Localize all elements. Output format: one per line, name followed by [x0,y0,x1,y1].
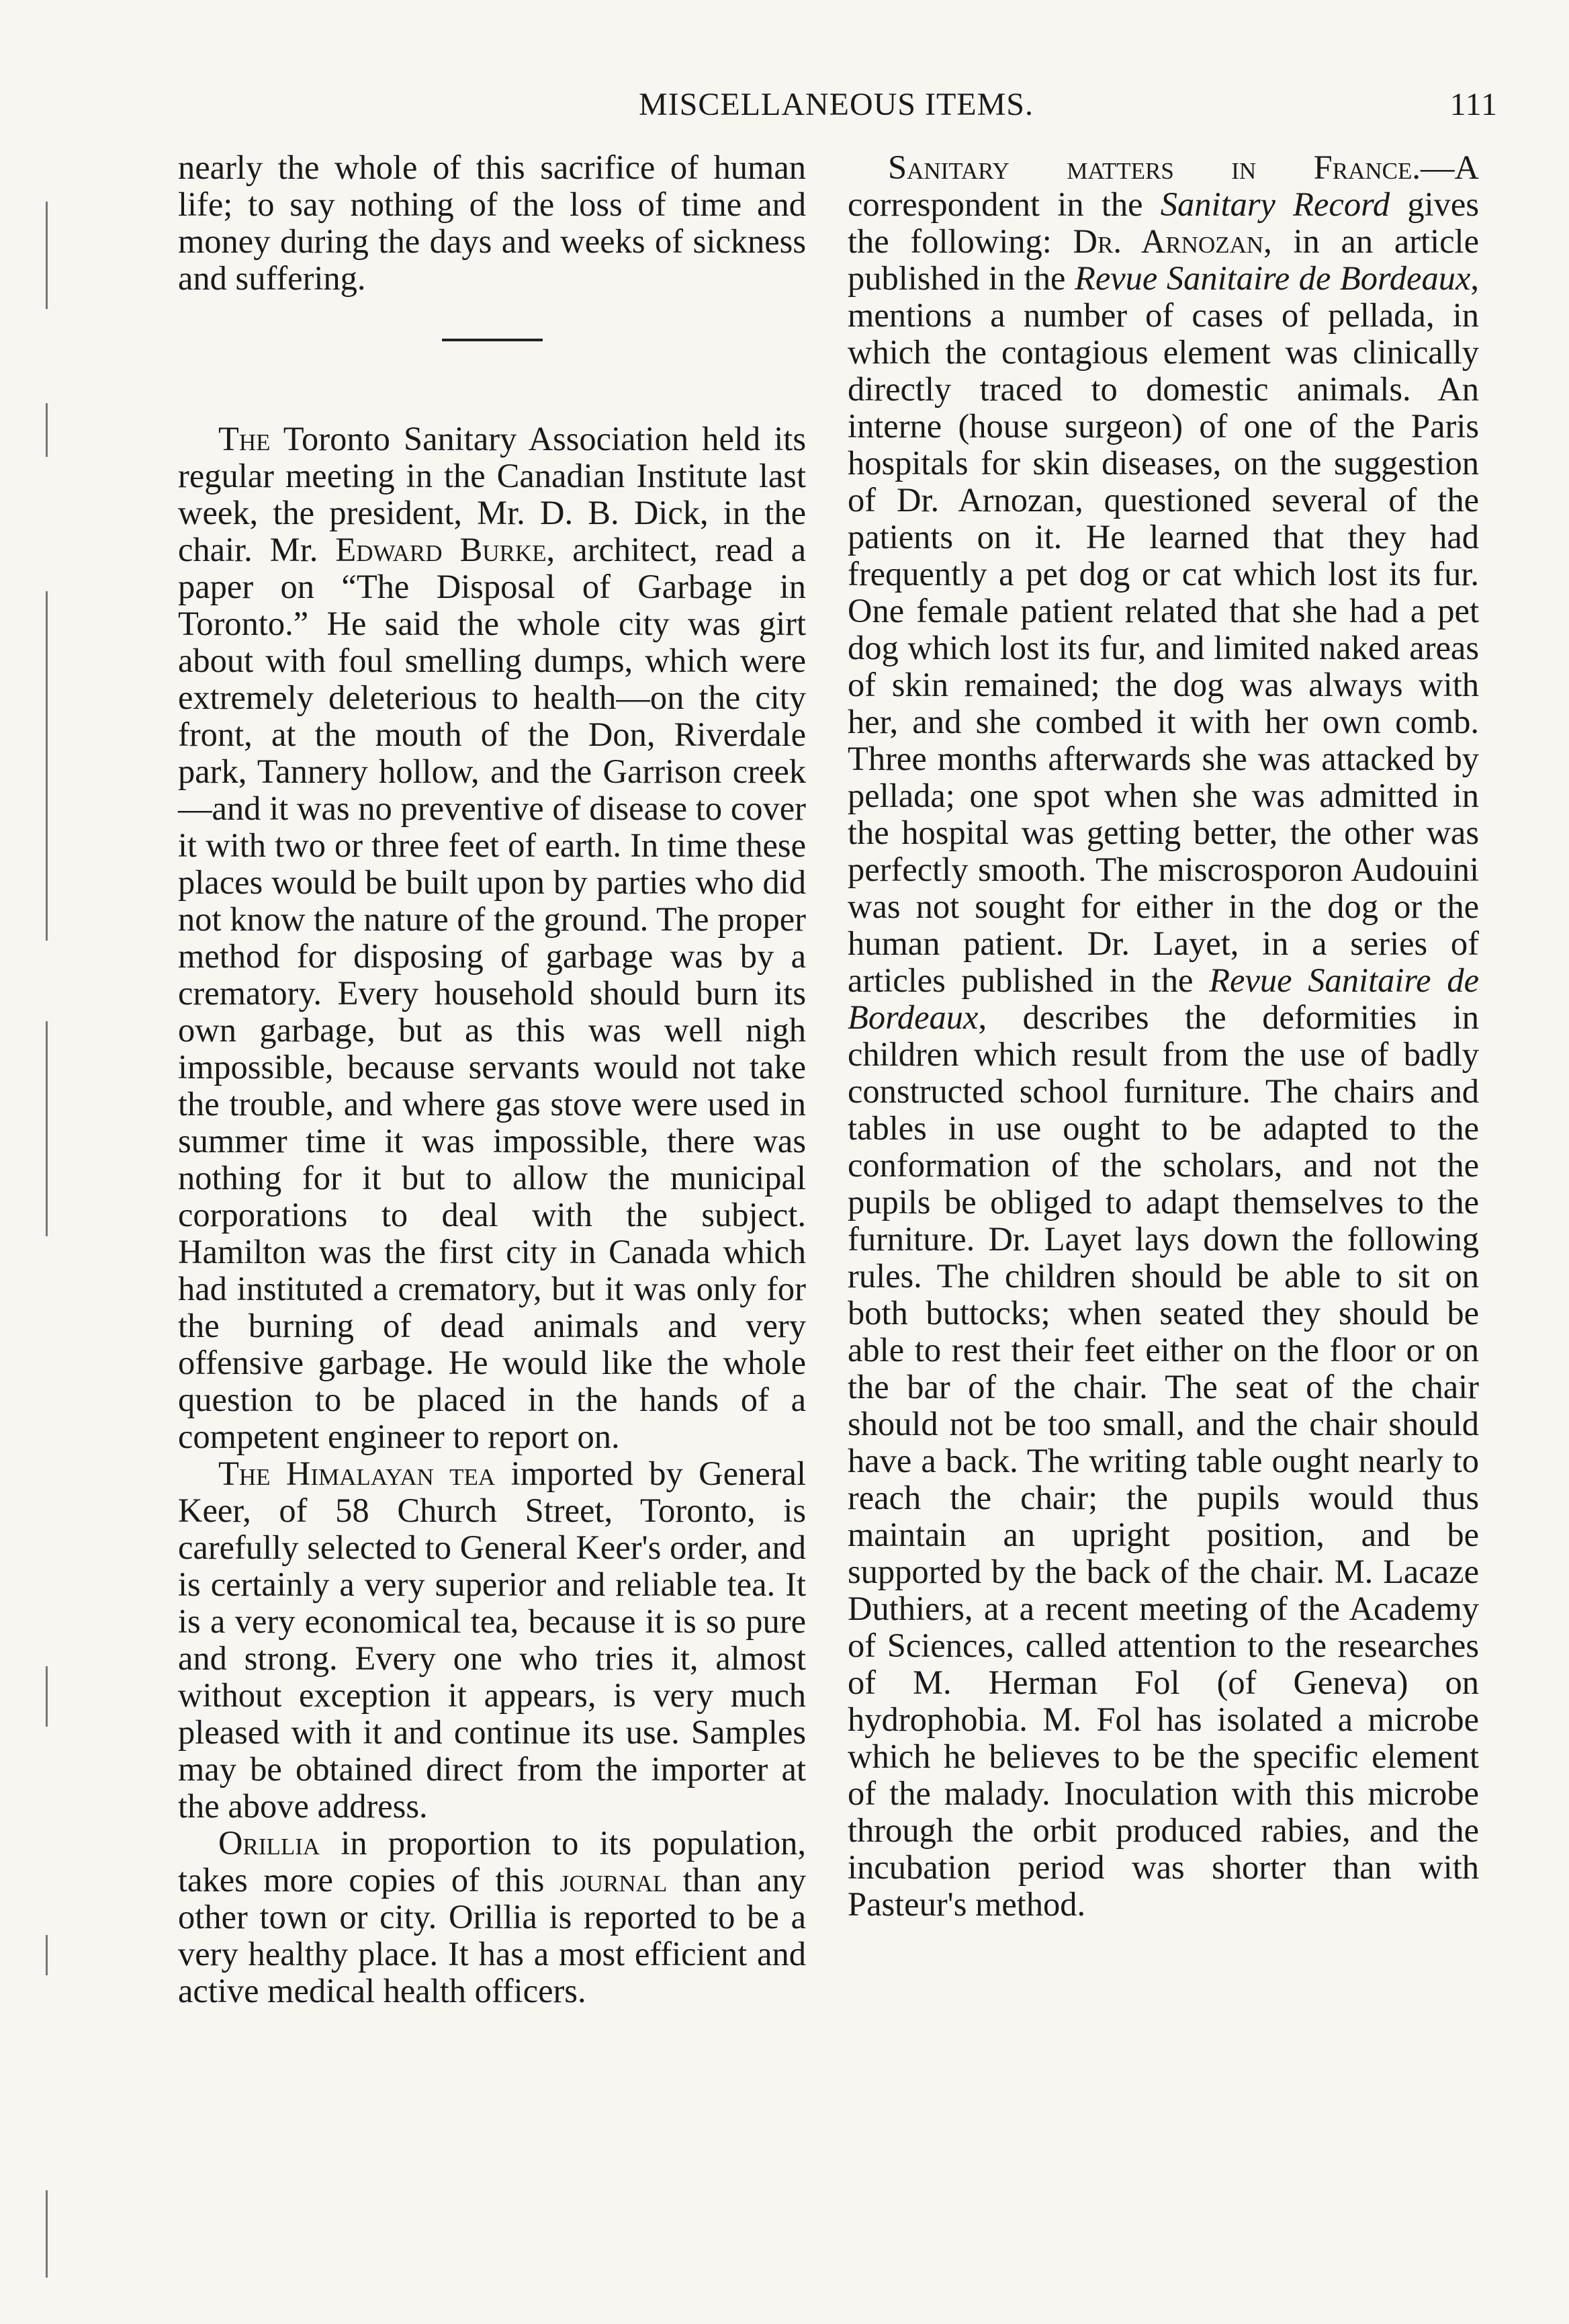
article-lead: The Himalayan tea [218,1455,496,1492]
running-header [175,86,1498,140]
section-divider [442,339,543,341]
speaker-name: Edward Burke [335,531,547,568]
scan-margin-marks [39,121,59,2271]
article-orillia: Orillia in proportion to its population, takes more copies of this journal than any other town or city. Orillia is reported to be a very healthy place. It has a most efficient and active medical health officers. [178,1824,806,2010]
author-name: Dr. Arnozan [1073,222,1264,260]
article-lead: Sanitary matters in France. [888,148,1421,186]
page-title: MISCELLANEOUS ITEMS. [638,87,1034,122]
source-title: Sanitary Record [1160,185,1390,223]
article-toronto-sanitary-association: The Toronto Sanitary Association held its regular meeting in the Canadian Institute last week, the president, Mr. D. B. Dick, in the chair. Mr. Edward Burke, architect, read a paper on “The Disposal of Garbage in Toronto.” He said the whole city was girt about with foul smelling dumps, which were extremely deleterious to health—on the city front, at the mouth of the Don, Riverdale park, Tannery hollow, and the Garrison creek —and it was no preventive of disease to cover it with two or three feet of earth. In time these places would be built upon by parties who did not know the nature of the ground. The proper method for disposing of garbage was by a crematory. Every household should burn its own garbage, but as this was well nigh impossible, because servants would not take the trouble, and where gas stove were used in summer time it was impossible, there was nothing for it but to allow the municipal corporations to deal with the subject. Hamilton was the first city in Canada which had instituted a crematory, but it was only for the burning of dead animals and very offensive garbage. He would like the whole question to be placed in the hands of a competent engineer to report on. [178,420,806,1455]
continued-paragraph: nearly the whole of this sacrifice of human life; to say nothing of the loss of time and money during the days and weeks of sickness and suffering. [178,148,806,297]
source-title: Revue Sanitaire de Bordeaux [1075,259,1471,297]
page-number: 111 [1449,87,1498,122]
article-himalayan-tea: The Himalayan tea imported by General Keer, of 58 Church Street, Toronto, is carefully selected to General Keer's order, and is certainly a very superior and reliable tea. It is a very economical tea, because it is so pure and strong. Every one who tries it, almost without exception it appears, is very much pleased with it and continue its use. Samples may be obtained direct from the importer at the above address. [178,1455,806,1825]
article-lead: Orillia [218,1824,320,1862]
left-column [178,149,806,2010]
article-sanitary-matters-france: Sanitary matters in France.—A correspondent in the Sanitary Record gives the following: Dr. Arnozan, in an article published in the Revue Sanitaire de Bordeaux, mentions a number of cases of pellada, in which the contagious element was clinically directly traced to domestic animals. An interne (house surgeon) of one of the Paris hospitals for skin diseases, on the suggestion of Dr. Arnozan, questioned several of the patients on it. He learned that they had frequently a pet dog or cat which lost its fur. One female patient related that she had a pet dog which lost its fur, and limited naked areas of skin remained; the dog was always with her, and she combed it with her own comb. Three months afterwards she was attacked by pellada; one spot when she was admitted in the hospital was getting better, the other was perfectly smooth. The miscrosporon Audouini was not sought for either in the dog or the human patient. Dr. Layet, in a series of articles published in the Revue Sanitaire de Bordeaux, describes the deformities in children which result from the use of badly constructed school furniture. The chairs and tables in use ought to be adapted to the conformation of the scholars, and not the pupils be obliged to adapt themselves to the furniture. Dr. Layet lays down the following rules. The children should be able to sit on both buttocks; when seated they should be able to rest their feet either on the floor or on the bar of the chair. The seat of the chair should not be too small, and the chair should have a back. The writing table ought nearly to reach the chair; the pupils would thus maintain an upright position, and be supported by the back of the chair. M. Lacaze Duthiers, at a recent meeting of the Academy of Sciences, called attention to the researches of M. Herman Fol (of Geneva) on hydrophobia. M. Fol has isolated a microbe which he believes to be the specific element of the malady. Inoculation with this microbe through the orbit produced rabies, and the incubation period was shorter than with Pasteur's method. [848,148,1480,1923]
right-column [848,149,1479,1923]
source-title: Revue Sanitaire de Bordeaux [848,961,1479,1036]
article-lead: The [218,420,271,458]
